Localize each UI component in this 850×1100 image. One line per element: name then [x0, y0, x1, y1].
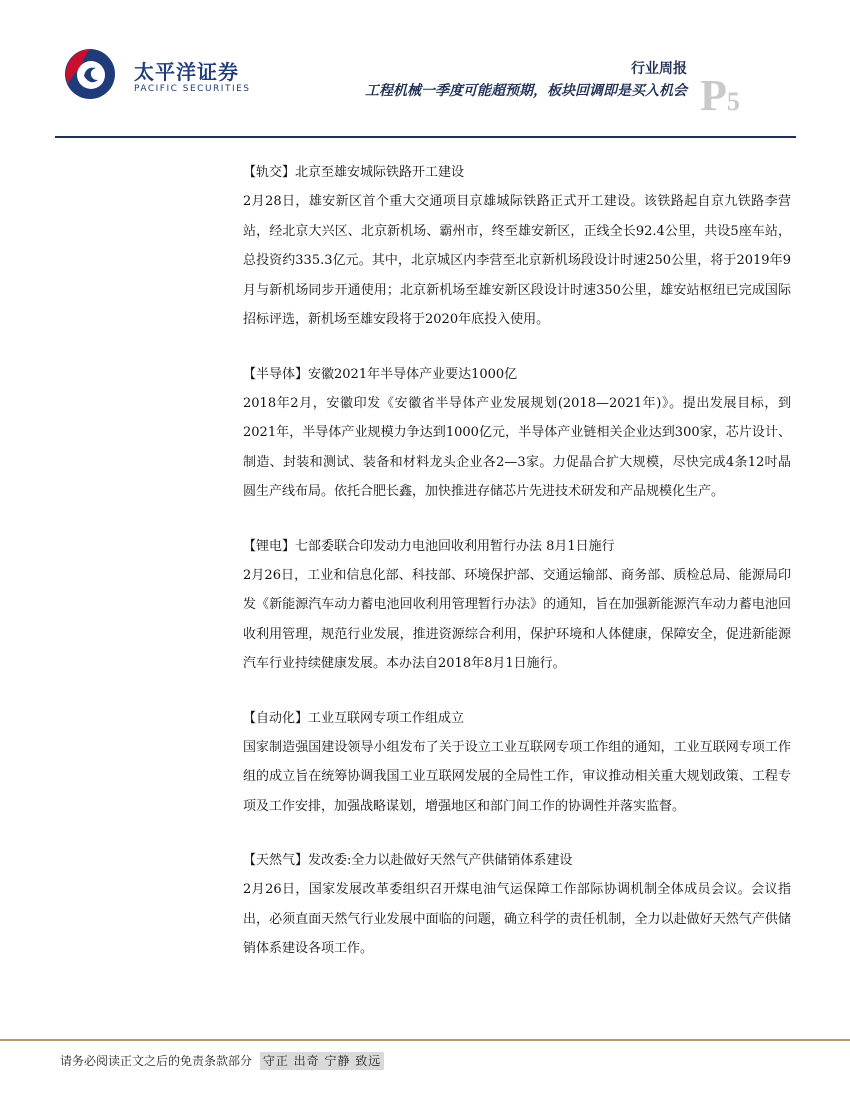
- footer-divider: [0, 1039, 850, 1041]
- section-heading: 【自动化】工业互联网专项工作组成立: [243, 710, 465, 726]
- page-letter: P: [700, 71, 727, 120]
- news-section: [243, 360, 791, 507]
- report-type: 行业周报: [631, 61, 687, 77]
- section-body: 2018年2月，安徽印发《安徽省半导体产业发展规划(2018—2021年)》。提出发展目标，到2021年，半导体产业规模力争达到1000亿元，半导体产业链相关企业达到300家，芯片设计、制造、封装和测试、装备和材料龙头企业各2—3家。力促晶合扩大规模，尽快完成4条12吋晶圆生产线布局。依托合肥长鑫，加快推进存储芯片先进技术研发和产品规模化生产。: [243, 395, 791, 499]
- footer-motto: 守正 出奇 宁静 致远: [260, 1052, 384, 1070]
- company-logo: [60, 44, 280, 104]
- pacific-securities-logo-icon: [60, 44, 116, 100]
- page-number: [700, 70, 740, 121]
- logo-english-name: PACIFIC SECURITIES: [134, 84, 251, 94]
- section-body: 2月26日，工业和信息化部、科技部、环境保护部、交通运输部、商务部、质检总局、能源局印发《新能源汽车动力蓄电池回收利用管理暂行办法》的通知，旨在加强新能源汽车动力蓄电池回收利用管理，规范行业发展，推进资源综合利用，保护环境和人体健康，保障安全，促进新能源汽车行业持续健康发展。本办法自2018年8月1日施行。: [243, 567, 791, 671]
- news-section: [243, 846, 791, 964]
- page-header: [0, 0, 850, 150]
- section-heading: 【锂电】七部委联合印发动力电池回收利用暂行办法 8月1日施行: [243, 538, 615, 554]
- page-digit: 5: [726, 87, 740, 116]
- news-section: [243, 532, 791, 679]
- section-body: 2月28日，雄安新区首个重大交通项目京雄城际铁路正式开工建设。该铁路起自京九铁路李营站，经北京大兴区、北京新机场、霸州市，终至雄安新区，正线全长92.4公里，共设5座车站，总投资约335.3亿元。其中，北京城区内李营至北京新机场段设计时速250公里，将于2019年9月与新机场同步开通使用；北京新机场至雄安新区段设计时速350公里，雄安站枢纽已完成国际招标评选，新机场至雄安段将于2020年底投入使用。: [243, 194, 791, 327]
- section-body: 2月26日，国家发展改革委组织召开煤电油气运保障工作部际协调机制全体成员会议。会议指出，必须直面天然气行业发展中面临的问题，确立科学的责任机制，全力以赴做好天然气产供储销体系建设各项工作。: [243, 882, 791, 956]
- section-heading: 【天然气】发改委:全力以赴做好天然气产供储销体系建设: [243, 853, 573, 868]
- news-section: [243, 704, 791, 822]
- main-content: [243, 158, 791, 989]
- news-section: [243, 158, 791, 335]
- report-title: 工程机械一季度可能超预期，板块回调即是买入机会: [365, 83, 687, 99]
- footer-disclaimer: 请务必阅读正文之后的免责条款部分: [60, 1054, 253, 1068]
- section-heading: 【轨交】北京至雄安城际铁路开工建设: [243, 165, 465, 180]
- section-body: 国家制造强国建设领导小组发布了关于设立工业互联网专项工作组的通知，工业互联网专项工作组的成立旨在统筹协调我国工业互联网发展的全局性工作，审议推动相关重大规划政策、工程专项及工作安排，加强战略谋划，增强地区和部门间工作的协调性并落实监督。: [243, 739, 791, 814]
- page-footer: [60, 1052, 384, 1069]
- logo-chinese-name: 太平洋证券: [134, 60, 239, 84]
- header-divider: [55, 136, 796, 138]
- section-heading: 【半导体】安徽2021年半导体产业要达1000亿: [243, 366, 518, 382]
